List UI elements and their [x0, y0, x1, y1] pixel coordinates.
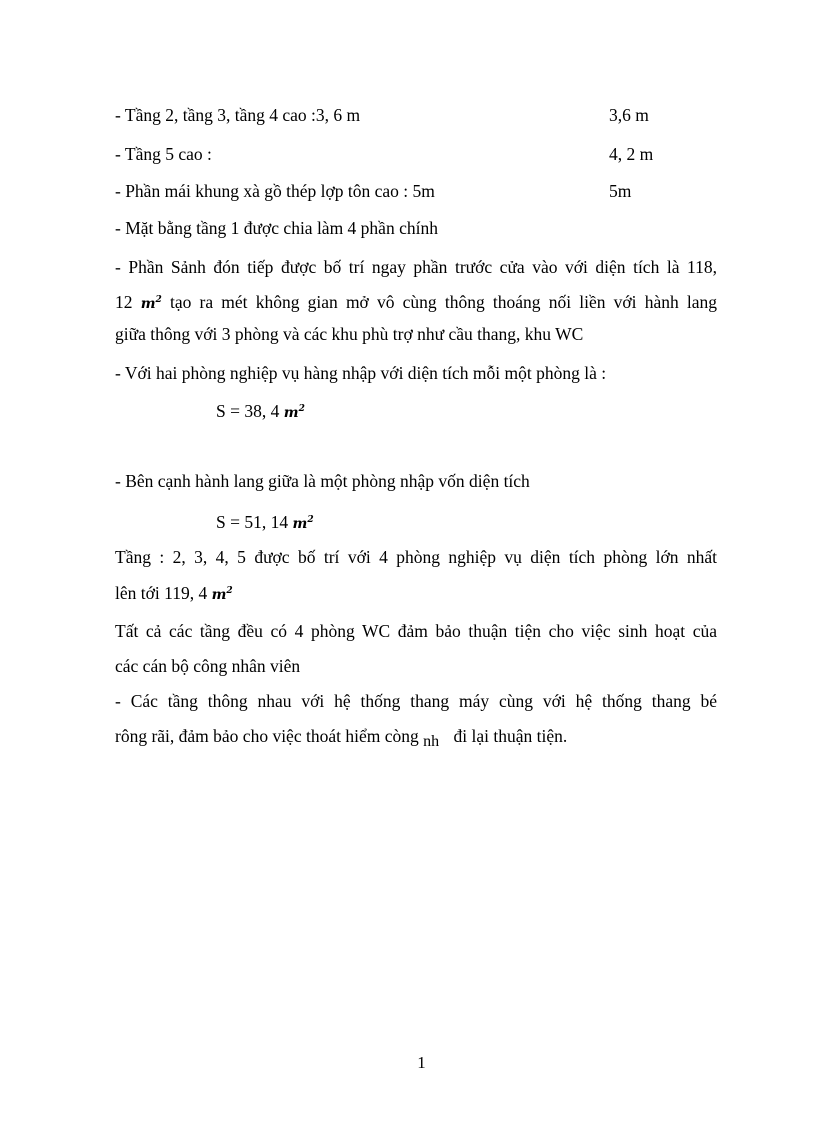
line-largest-room: lên tới 119, 4 $m^2$	[115, 583, 233, 603]
formula-capital-room-area: S = 51, 14 $m^2$	[216, 512, 314, 532]
lobby-area-text: tạo ra mét không gian mở vô cùng thông thoáng nối liền với hành lang	[169, 292, 718, 312]
value-floor-5-height: 4, 2 m	[609, 144, 654, 164]
page-number: 1	[417, 1053, 426, 1072]
lobby-area-value: 12	[115, 292, 133, 312]
line-roof-height: - Phần mái khung xà gồ thép lợp tôn cao : 5m	[115, 181, 435, 201]
line-floor-5-height: - Tầng 5 cao :	[115, 144, 212, 164]
line-elevators: - Các tầng thông nhau với hệ thống thang máy cùng với hệ thống thang bé	[115, 691, 717, 711]
line-evacuation: rông rãi, đảm bảo cho việc thoát hiểm còng nh đi lại thuận tiện.	[115, 726, 568, 750]
line-lobby-description: - Phần Sảnh đón tiếp được bố trí ngay phần trước cửa vào với diện tích là 118,	[115, 257, 717, 277]
line-import-rooms: - Với hai phòng nghiệp vụ hàng nhập với diện tích mỗi một phòng là :	[115, 363, 607, 383]
square-meter-unit: $m^2$	[140, 295, 162, 312]
formula-import-room-area: S = 38, 4 $m^2$	[216, 401, 305, 421]
line-staff: các cán bộ công nhân viên	[115, 656, 301, 676]
value-floor-2-3-4-height: 3,6 m	[609, 105, 649, 125]
line-upper-floors: Tầng : 2, 3, 4, 5 được bố trí với 4 phòng nghiệp vụ diện tích phòng lớn nhất	[115, 547, 717, 567]
line-lobby-area	[115, 289, 717, 315]
line-wc-rooms: Tất cả các tầng đều có 4 phòng WC đảm bảo thuận tiện cho việc sinh hoạt của	[115, 621, 717, 641]
line-capital-room: - Bên cạnh hành lang giữa là một phòng nhập vốn diện tích	[115, 471, 530, 491]
line-floor-2-3-4-height: - Tầng 2, tầng 3, tầng 4 cao :3, 6 m	[115, 105, 361, 125]
square-meter-unit: $m^2$	[211, 586, 233, 603]
value-roof-height: 5m	[609, 181, 632, 201]
line-corridor: giữa thông với 3 phòng và các khu phù trợ như cầu thang, khu WC	[115, 324, 584, 344]
line-floor-1-plan: - Mặt bằng tầng 1 được chia làm 4 phần chính	[115, 218, 438, 238]
square-meter-unit: $m^2$	[292, 515, 314, 532]
square-meter-unit: $m^2$	[283, 404, 305, 421]
